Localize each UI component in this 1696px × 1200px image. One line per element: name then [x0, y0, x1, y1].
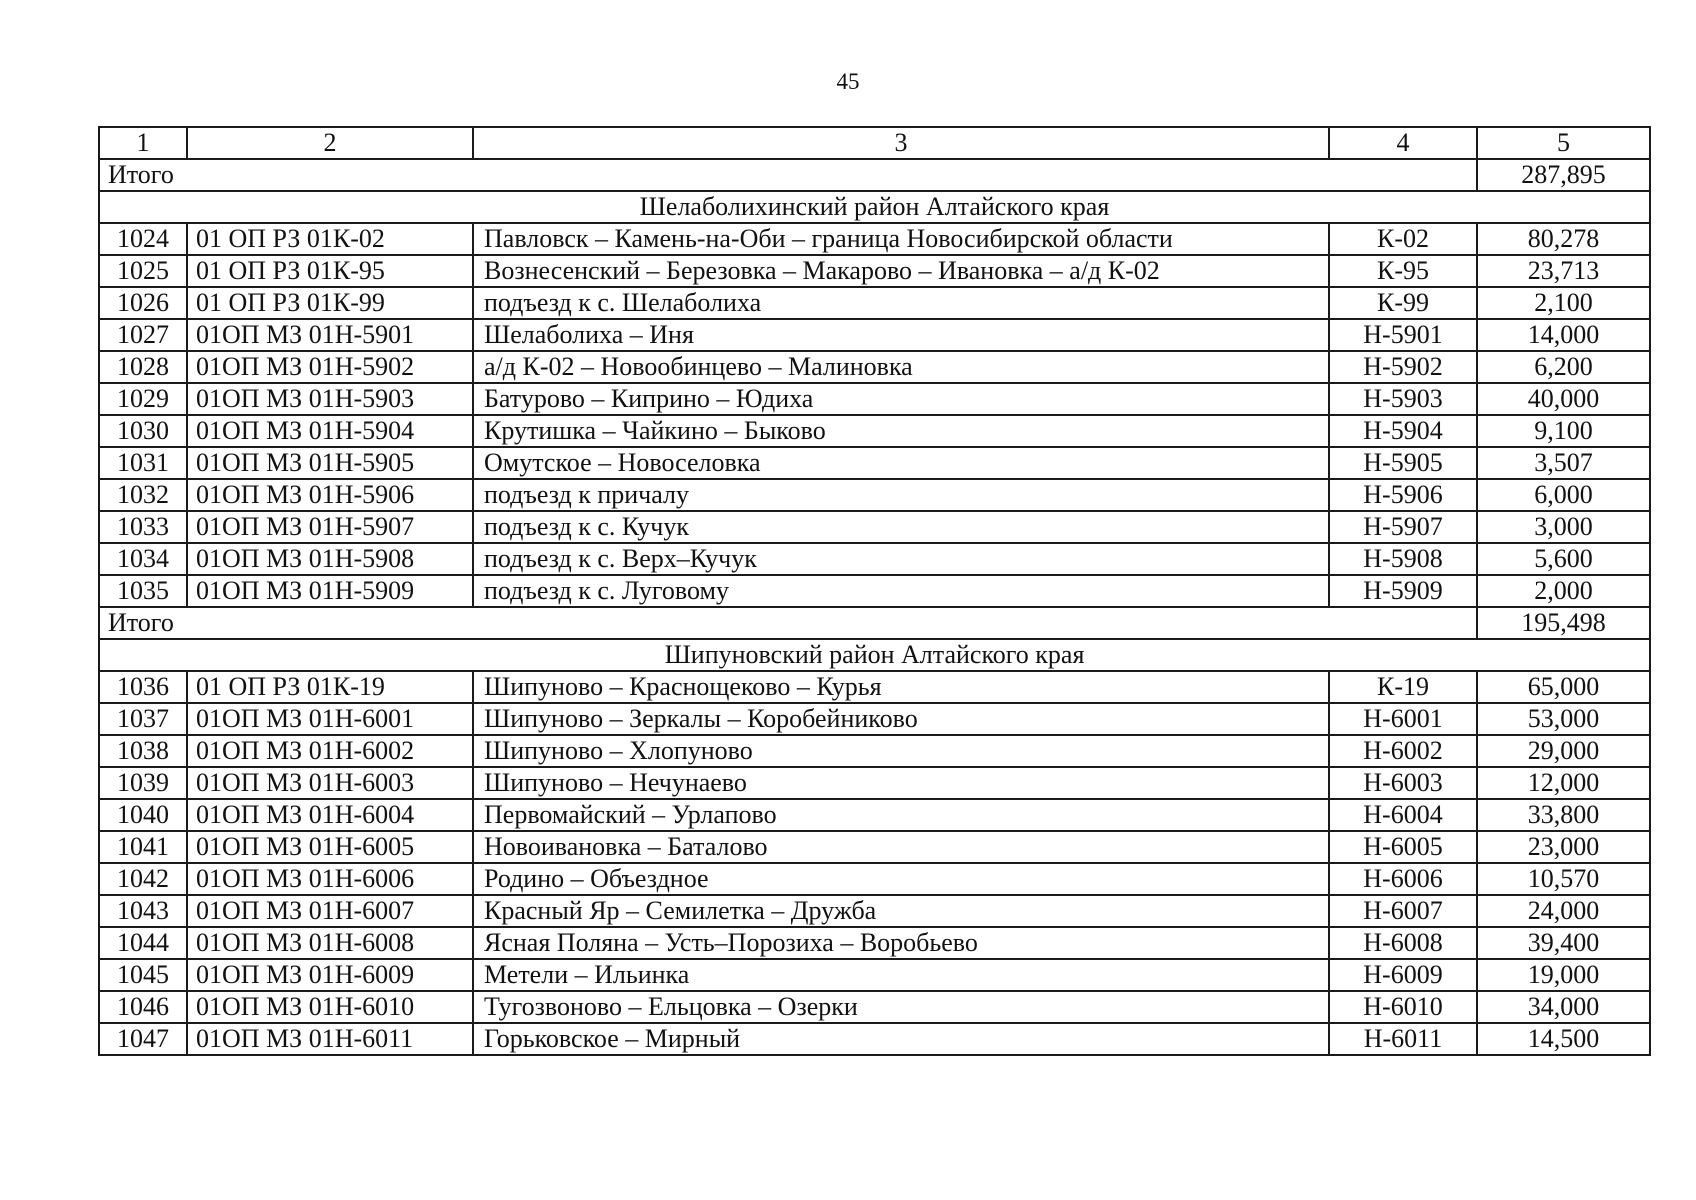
- road-route: подъезд к с. Шелаболиха: [473, 287, 1329, 319]
- header-cell-1: 1: [99, 127, 187, 159]
- row-number: 1042: [99, 863, 187, 895]
- road-code: К-02: [1329, 223, 1477, 255]
- road-route: Шипуново – Хлопуново: [473, 735, 1329, 767]
- header-cell-5: 5: [1477, 127, 1650, 159]
- road-length: 34,000: [1477, 991, 1650, 1023]
- road-route: Горьковское – Мирный: [473, 1023, 1329, 1055]
- table-body: [99, 127, 1650, 1055]
- table-row: [99, 703, 1650, 735]
- row-number: 1024: [99, 223, 187, 255]
- row-number: 1046: [99, 991, 187, 1023]
- road-code: Н-5906: [1329, 479, 1477, 511]
- road-code: Н-6006: [1329, 863, 1477, 895]
- road-length: 12,000: [1477, 767, 1650, 799]
- section-title: Шелаболихинский район Алтайского края: [99, 191, 1650, 223]
- road-code: Н-5905: [1329, 447, 1477, 479]
- road-code: Н-6009: [1329, 959, 1477, 991]
- road-id: 01 ОП РЗ 01К-02: [187, 223, 473, 255]
- road-length: 23,000: [1477, 831, 1650, 863]
- road-id: 01ОП МЗ 01Н-6009: [187, 959, 473, 991]
- total-row: [99, 159, 1650, 191]
- table-row: [99, 479, 1650, 511]
- road-id: 01ОП МЗ 01Н-6007: [187, 895, 473, 927]
- road-length: 33,800: [1477, 799, 1650, 831]
- road-length: 19,000: [1477, 959, 1650, 991]
- road-id: 01ОП МЗ 01Н-5903: [187, 383, 473, 415]
- road-length: 23,713: [1477, 255, 1650, 287]
- total-row: [99, 607, 1650, 639]
- table-row: [99, 927, 1650, 959]
- road-code: К-99: [1329, 287, 1477, 319]
- road-code: Н-6002: [1329, 735, 1477, 767]
- road-route: Крутишка – Чайкино – Быково: [473, 415, 1329, 447]
- road-id: 01ОП МЗ 01Н-5904: [187, 415, 473, 447]
- road-length: 80,278: [1477, 223, 1650, 255]
- row-number: 1043: [99, 895, 187, 927]
- row-number: 1028: [99, 351, 187, 383]
- road-length: 29,000: [1477, 735, 1650, 767]
- road-route: Новоивановка – Баталово: [473, 831, 1329, 863]
- road-length: 40,000: [1477, 383, 1650, 415]
- road-id: 01ОП МЗ 01Н-6010: [187, 991, 473, 1023]
- road-id: 01ОП МЗ 01Н-5901: [187, 319, 473, 351]
- row-number: 1036: [99, 671, 187, 703]
- table-row: [99, 799, 1650, 831]
- row-number: 1029: [99, 383, 187, 415]
- row-number: 1041: [99, 831, 187, 863]
- section-title: Шипуновский район Алтайского края: [99, 639, 1650, 671]
- road-code: Н-6007: [1329, 895, 1477, 927]
- road-id: 01ОП МЗ 01Н-6008: [187, 927, 473, 959]
- road-code: К-19: [1329, 671, 1477, 703]
- road-code: Н-6011: [1329, 1023, 1477, 1055]
- road-id: 01ОП МЗ 01Н-5906: [187, 479, 473, 511]
- road-length: 65,000: [1477, 671, 1650, 703]
- road-route: Родино – Объездное: [473, 863, 1329, 895]
- road-code: Н-6008: [1329, 927, 1477, 959]
- table-row: [99, 1023, 1650, 1055]
- road-length: 14,500: [1477, 1023, 1650, 1055]
- total-value: 195,498: [1477, 607, 1650, 639]
- row-number: 1035: [99, 575, 187, 607]
- section-row: [99, 191, 1650, 223]
- road-id: 01 ОП РЗ 01К-19: [187, 671, 473, 703]
- road-length: 53,000: [1477, 703, 1650, 735]
- road-route: Вознесенский – Березовка – Макарово – Ивановка – а/д К-02: [473, 255, 1329, 287]
- table-row: [99, 255, 1650, 287]
- row-number: 1039: [99, 767, 187, 799]
- row-number: 1037: [99, 703, 187, 735]
- road-route: Метели – Ильинка: [473, 959, 1329, 991]
- road-route: Павловск – Камень-на-Оби – граница Новосибирской области: [473, 223, 1329, 255]
- row-number: 1025: [99, 255, 187, 287]
- road-id: 01ОП МЗ 01Н-5905: [187, 447, 473, 479]
- table-row: [99, 671, 1650, 703]
- road-route: Тугозвоново – Ельцовка – Озерки: [473, 991, 1329, 1023]
- road-code: Н-5901: [1329, 319, 1477, 351]
- header-row: [99, 127, 1650, 159]
- row-number: 1034: [99, 543, 187, 575]
- road-id: 01ОП МЗ 01Н-6011: [187, 1023, 473, 1055]
- road-route: Омутское – Новоселовка: [473, 447, 1329, 479]
- row-number: 1031: [99, 447, 187, 479]
- road-id: 01ОП МЗ 01Н-6005: [187, 831, 473, 863]
- road-code: Н-6005: [1329, 831, 1477, 863]
- road-id: 01ОП МЗ 01Н-6002: [187, 735, 473, 767]
- road-code: Н-5904: [1329, 415, 1477, 447]
- table-row: [99, 319, 1650, 351]
- table-row: [99, 767, 1650, 799]
- road-length: 2,100: [1477, 287, 1650, 319]
- road-id: 01ОП МЗ 01Н-6006: [187, 863, 473, 895]
- road-id: 01ОП МЗ 01Н-5908: [187, 543, 473, 575]
- table-row: [99, 543, 1650, 575]
- road-length: 2,000: [1477, 575, 1650, 607]
- table-row: [99, 351, 1650, 383]
- road-id: 01 ОП РЗ 01К-95: [187, 255, 473, 287]
- table-row: [99, 383, 1650, 415]
- road-length: 10,570: [1477, 863, 1650, 895]
- table-row: [99, 415, 1650, 447]
- road-id: 01ОП МЗ 01Н-6001: [187, 703, 473, 735]
- road-route: Батурово – Киприно – Юдиха: [473, 383, 1329, 415]
- header-cell-3: 3: [473, 127, 1329, 159]
- road-route: подъезд к причалу: [473, 479, 1329, 511]
- road-id: 01ОП МЗ 01Н-5902: [187, 351, 473, 383]
- total-value: 287,895: [1477, 159, 1650, 191]
- row-number: 1032: [99, 479, 187, 511]
- road-id: 01ОП МЗ 01Н-5909: [187, 575, 473, 607]
- row-number: 1038: [99, 735, 187, 767]
- total-label: Итого: [99, 159, 1477, 191]
- total-label: Итого: [99, 607, 1477, 639]
- road-length: 9,100: [1477, 415, 1650, 447]
- row-number: 1045: [99, 959, 187, 991]
- table-row: [99, 575, 1650, 607]
- road-id: 01ОП МЗ 01Н-5907: [187, 511, 473, 543]
- road-route: Шелаболиха – Иня: [473, 319, 1329, 351]
- road-route: а/д К-02 – Новообинцево – Малиновка: [473, 351, 1329, 383]
- row-number: 1047: [99, 1023, 187, 1055]
- road-route: Красный Яр – Семилетка – Дружба: [473, 895, 1329, 927]
- road-route: Первомайский – Урлапово: [473, 799, 1329, 831]
- road-length: 24,000: [1477, 895, 1650, 927]
- header-cell-2: 2: [187, 127, 473, 159]
- section-row: [99, 639, 1650, 671]
- road-code: Н-6010: [1329, 991, 1477, 1023]
- road-route: Шипуново – Краснощеково – Курья: [473, 671, 1329, 703]
- table-row: [99, 223, 1650, 255]
- road-route: подъезд к с. Верх–Кучук: [473, 543, 1329, 575]
- road-length: 39,400: [1477, 927, 1650, 959]
- road-code: Н-5907: [1329, 511, 1477, 543]
- page-number: 45: [836, 69, 860, 94]
- road-code: Н-5909: [1329, 575, 1477, 607]
- road-length: 5,600: [1477, 543, 1650, 575]
- road-route: подъезд к с. Кучук: [473, 511, 1329, 543]
- road-code: Н-6001: [1329, 703, 1477, 735]
- table-row: [99, 447, 1650, 479]
- road-route: Ясная Поляна – Усть–Порозиха – Воробьево: [473, 927, 1329, 959]
- road-length: 6,200: [1477, 351, 1650, 383]
- row-number: 1026: [99, 287, 187, 319]
- road-id: 01 ОП РЗ 01К-99: [187, 287, 473, 319]
- road-code: Н-5903: [1329, 383, 1477, 415]
- road-code: К-95: [1329, 255, 1477, 287]
- table-row: [99, 959, 1650, 991]
- row-number: 1030: [99, 415, 187, 447]
- road-length: 3,000: [1477, 511, 1650, 543]
- row-number: 1040: [99, 799, 187, 831]
- table-row: [99, 287, 1650, 319]
- table-row: [99, 991, 1650, 1023]
- road-route: подъезд к с. Луговому: [473, 575, 1329, 607]
- header-cell-4: 4: [1329, 127, 1477, 159]
- road-route: Шипуново – Нечунаево: [473, 767, 1329, 799]
- table-row: [99, 831, 1650, 863]
- table-row: [99, 863, 1650, 895]
- road-length: 14,000: [1477, 319, 1650, 351]
- road-code: Н-6003: [1329, 767, 1477, 799]
- row-number: 1027: [99, 319, 187, 351]
- table-row: [99, 511, 1650, 543]
- road-route: Шипуново – Зеркалы – Коробейниково: [473, 703, 1329, 735]
- table-row: [99, 735, 1650, 767]
- table-row: [99, 895, 1650, 927]
- row-number: 1044: [99, 927, 187, 959]
- road-code: Н-5902: [1329, 351, 1477, 383]
- road-code: Н-6004: [1329, 799, 1477, 831]
- road-id: 01ОП МЗ 01Н-6004: [187, 799, 473, 831]
- row-number: 1033: [99, 511, 187, 543]
- road-length: 3,507: [1477, 447, 1650, 479]
- road-length: 6,000: [1477, 479, 1650, 511]
- road-code: Н-5908: [1329, 543, 1477, 575]
- road-id: 01ОП МЗ 01Н-6003: [187, 767, 473, 799]
- roads-table: [98, 126, 1651, 1056]
